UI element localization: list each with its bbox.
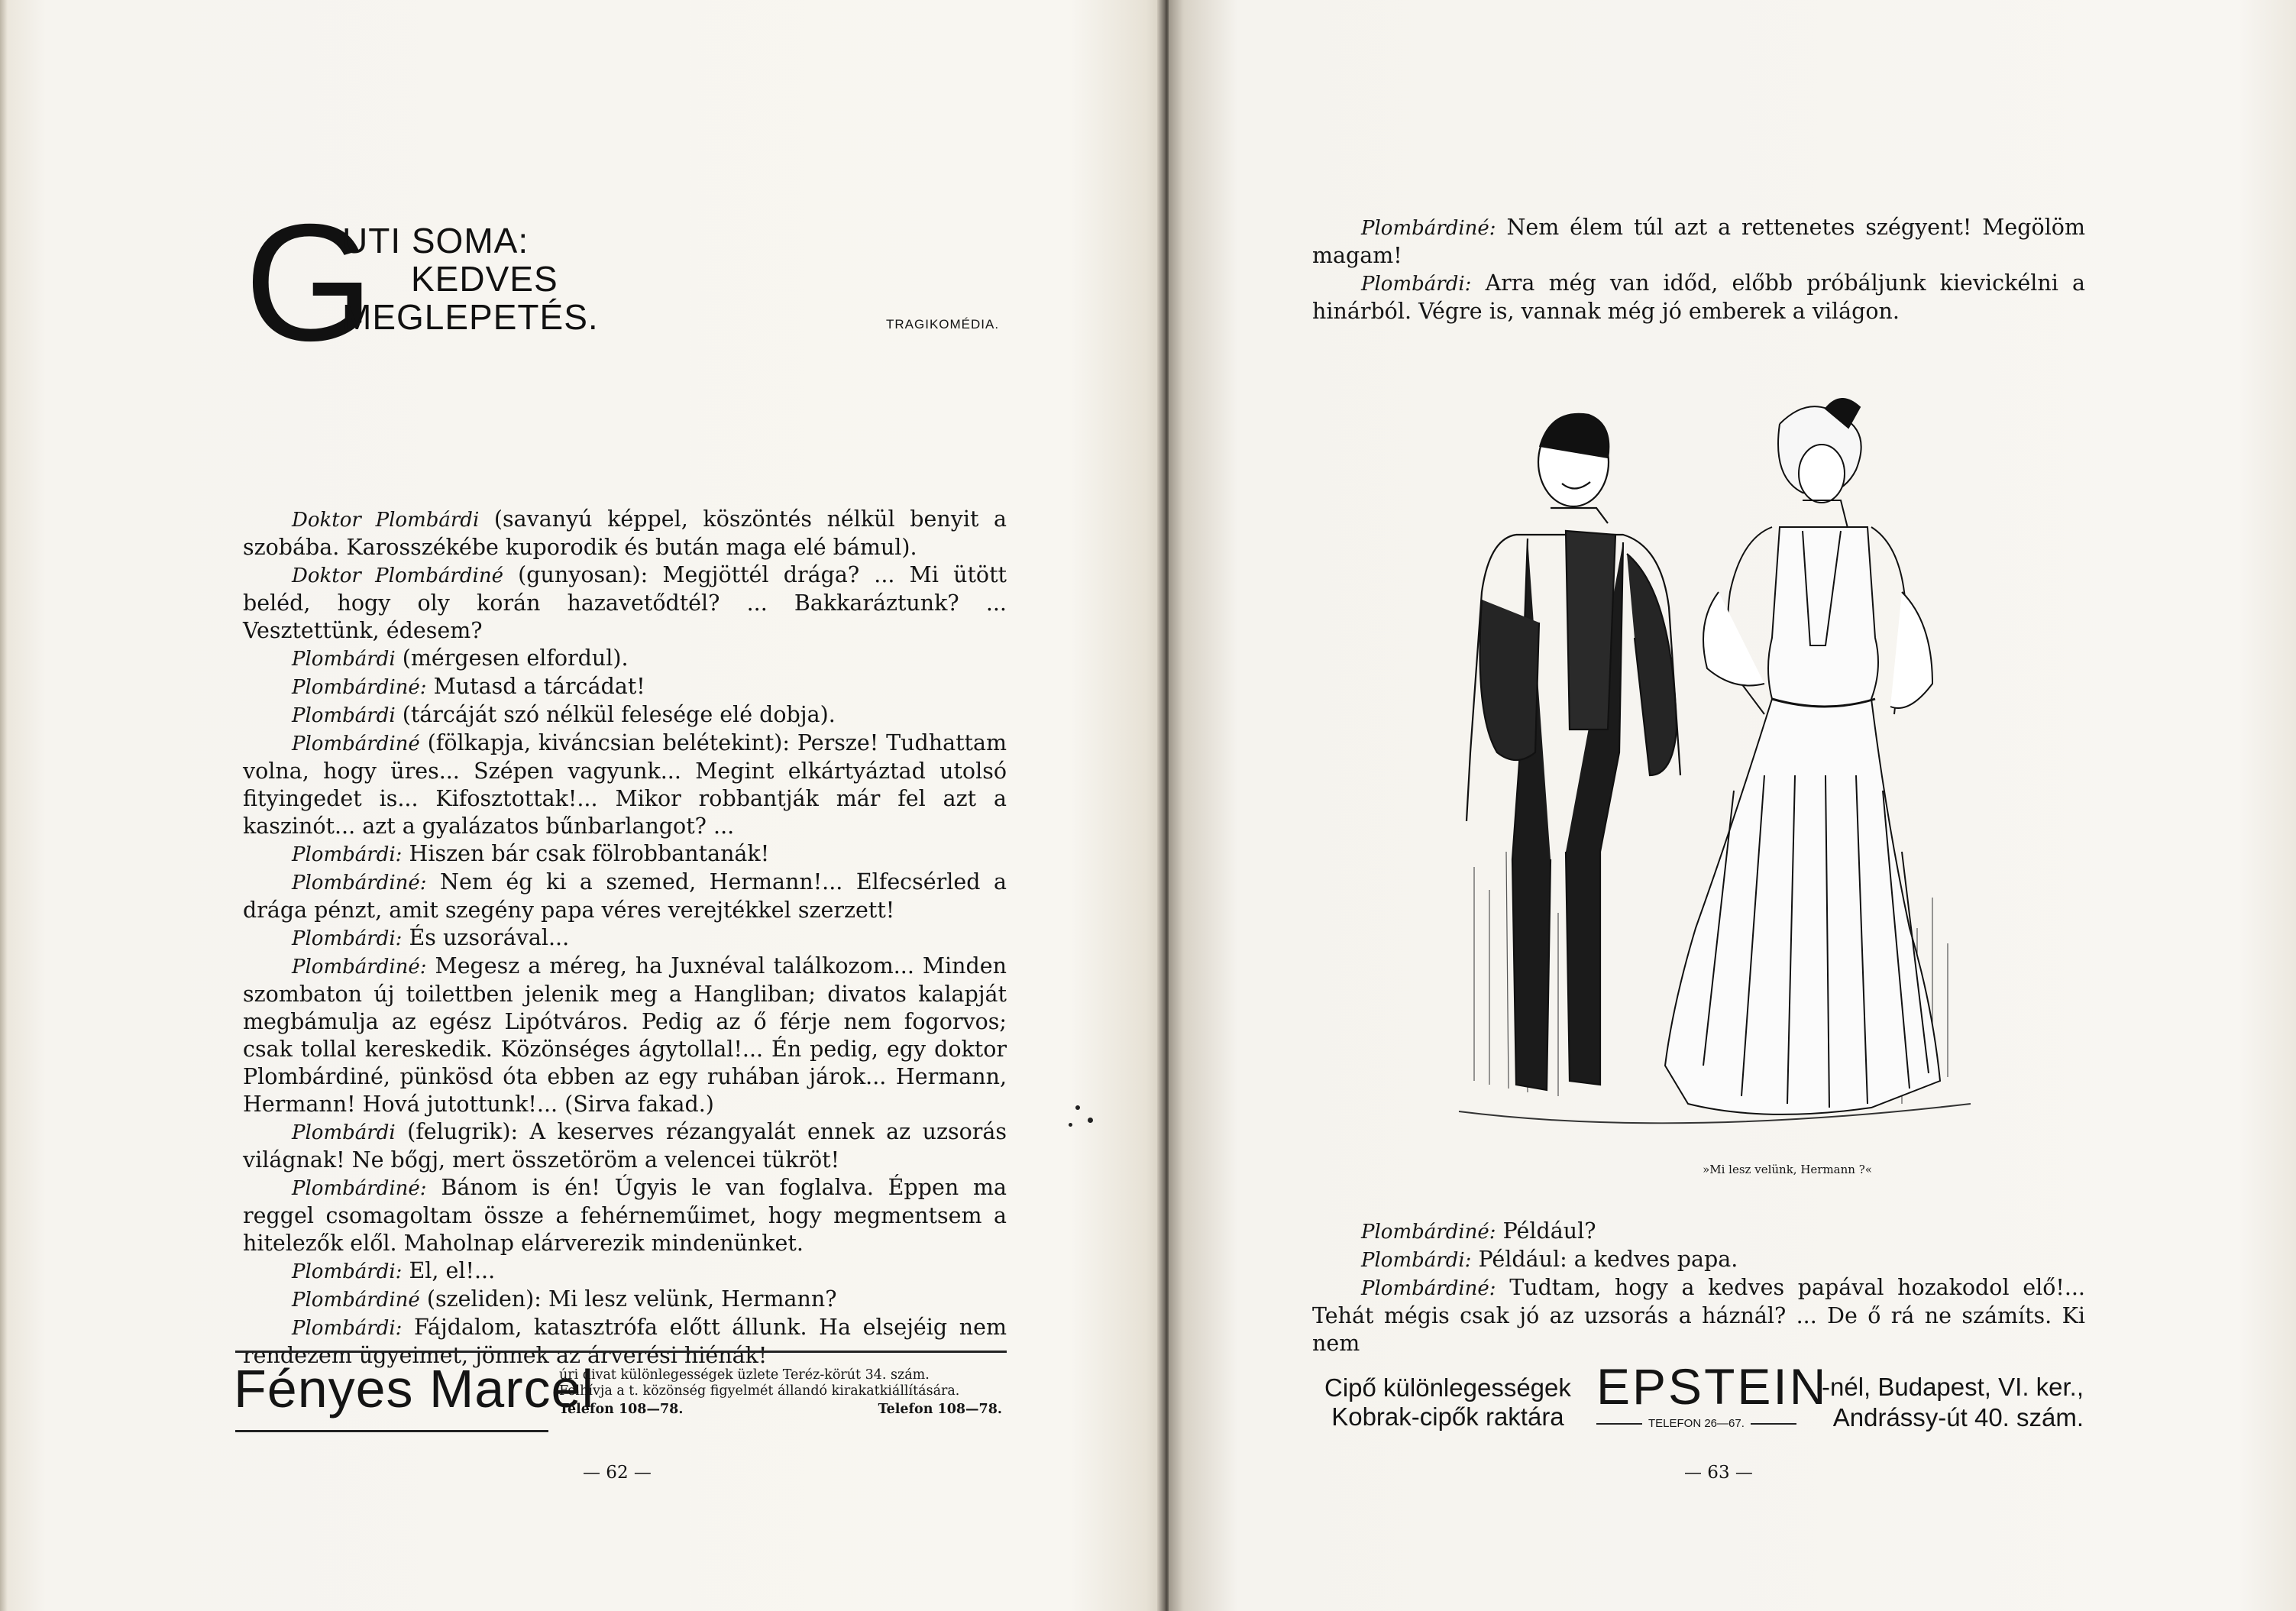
genre-label: TRAGIKOMÉDIA. bbox=[886, 317, 1000, 332]
dialogue-text: Például? bbox=[1496, 1218, 1596, 1244]
dialogue-text: (mérgesen elfordul). bbox=[395, 645, 629, 671]
dialogue-paragraph bbox=[243, 645, 1007, 673]
speaker-name: Plombárdi: bbox=[292, 1317, 403, 1340]
dialogue-text: Például: a kedves papa. bbox=[1471, 1247, 1738, 1272]
dialogue-paragraph bbox=[243, 1257, 1007, 1286]
dialogue-paragraph bbox=[243, 506, 1007, 561]
dialogue-paragraph bbox=[243, 953, 1007, 1118]
dialogue-text: Arra még van időd, előbb próbáljunk kievickélni a hinárból. Végre is, vannak még jó emberek a világon. bbox=[1312, 270, 2085, 324]
speaker-name: Plombárdiné: bbox=[292, 676, 427, 699]
speaker-name: Plombárdiné: bbox=[292, 956, 427, 979]
dialogue-text: (gunyosan): Megjöttél drága? ... Mi ütött beléd, hogy oly korán hazavetődtél? ... Bakkaráztunk? ... Vesztettünk, édesem? bbox=[243, 562, 1007, 643]
ad-shoe-line2: Kobrak-cipők raktára bbox=[1331, 1402, 1564, 1431]
dialogue-text: Nem élem túl azt a rettenetes szégyent! Megölöm magam! bbox=[1312, 215, 2085, 268]
speaker-name: Plombárdi: bbox=[292, 843, 403, 866]
illustration-caption: »Mi lesz velünk, Hermann ?« bbox=[1703, 1163, 1872, 1176]
ad-shoe-specialty bbox=[1324, 1373, 1571, 1431]
ad-fenyes-tel-1: Telefon 108—78. bbox=[559, 1402, 684, 1417]
ad-fenyes-tel-2: Telefon 108—78. bbox=[878, 1402, 1002, 1417]
ad-fenyes-line1: úri divat különlegességek üzlete Teréz-körút 34. szám. bbox=[559, 1367, 930, 1383]
speaker-name: Doktor Plombárdiné bbox=[292, 564, 503, 587]
ink-speck bbox=[1069, 1123, 1072, 1127]
ad-epstein-telephone: TELEFON 26—67. bbox=[1648, 1417, 1745, 1430]
ad-fenyes-telephones bbox=[559, 1402, 1002, 1418]
speaker-name: Doktor Plombárdi bbox=[292, 509, 480, 532]
page-edge bbox=[0, 0, 8, 1611]
dialogue-text: És uzsorával... bbox=[402, 925, 570, 950]
dialogue-text: El, el!... bbox=[402, 1258, 496, 1283]
ink-speck bbox=[1075, 1105, 1080, 1110]
couple-illustration bbox=[1444, 393, 1986, 1142]
dialogue-text: (savanyú képpel, köszöntés nélkül benyit a szobába. Karosszékébe kuporodik és bután maga elé bámul). bbox=[243, 506, 1007, 560]
ad-shoe-line1: Cipő különlegességek bbox=[1324, 1373, 1571, 1402]
dialogue-text: (szeliden): Mi lesz velünk, Hermann? bbox=[419, 1286, 837, 1312]
ad-epstein-suffix: -nél, Budapest, VI. ker., bbox=[1822, 1373, 2084, 1401]
right-dialogue-bottom bbox=[1312, 1218, 2085, 1357]
dialogue-paragraph bbox=[1312, 1274, 2085, 1357]
dialogue-paragraph bbox=[243, 673, 1007, 701]
speaker-name: Plombárdi: bbox=[292, 1260, 403, 1283]
speaker-name: Plombárdiné: bbox=[1361, 217, 1496, 240]
dialogue-paragraph bbox=[243, 1174, 1007, 1257]
dialogue-paragraph bbox=[1312, 214, 2085, 270]
dialogue-text: Megesz a méreg, ha Juxnéval találkozom... Minden szombaton új toilettben jelenik meg a Hangliban; divatos kalapját megbámulja az egész Lipótváros. Pedig az ő férje nem fogorvos; csak tollal kereskedik. Közönséges ágytollal!... Én pedig, egy doktor Plombárdiné, pünkösd óta ebben az egy ruhában járok... Hermann, Hermann! Hová jutottunk!... (Sirva fakad.) bbox=[243, 953, 1007, 1117]
speaker-name: Plombárdi: bbox=[292, 927, 403, 950]
ad-epstein-address: Andrássy-út 40. szám. bbox=[1832, 1403, 2084, 1431]
dialogue-paragraph bbox=[1312, 1246, 2085, 1274]
dialogue-paragraph bbox=[243, 869, 1007, 924]
ad-fenyes-line2: Felhívja a t. közönség figyelmét állandó kirakatkiállítására. bbox=[559, 1383, 960, 1399]
title-line-1: UTI SOMA: bbox=[342, 221, 529, 260]
ad-epstein-address-block bbox=[1822, 1372, 2084, 1433]
speaker-name: Plombárdiné: bbox=[1361, 1221, 1496, 1244]
speaker-name: Plombárdiné bbox=[292, 733, 420, 755]
speaker-name: Plombárdiné: bbox=[292, 872, 427, 894]
dialogue-text: Mutasd a tárcádat! bbox=[426, 674, 645, 699]
ad-fenyes-name: Fényes Marcel bbox=[234, 1359, 595, 1419]
ad-epstein-telephone-row bbox=[1590, 1417, 1803, 1430]
title-initial: G bbox=[244, 190, 374, 376]
ad-underline bbox=[235, 1430, 548, 1432]
speaker-name: Plombárdiné: bbox=[1361, 1277, 1496, 1300]
ink-speck bbox=[1088, 1118, 1093, 1123]
dialogue-text: Fájdalom, katasztrófa előtt állunk. Ha elsejéig nem rendezem ügyeimet, jönnek az árverési hiénák! bbox=[243, 1315, 1007, 1368]
dialogue-paragraph bbox=[243, 1118, 1007, 1174]
dialogue-paragraph bbox=[1312, 1218, 2085, 1246]
title-line-2: KEDVES bbox=[411, 259, 558, 299]
speaker-name: Plombárdiné: bbox=[292, 1177, 427, 1200]
dialogue-text: Hiszen bár csak fölrobbantanák! bbox=[402, 841, 770, 866]
dialogue-paragraph bbox=[243, 840, 1007, 869]
dialogue-paragraph bbox=[243, 701, 1007, 729]
title-block bbox=[342, 222, 599, 336]
dialogue-text: (felugrik): A keserves rézangyalát ennek az uzsorás világnak! Ne bőgj, mert összetöröm a velencei tükröt! bbox=[243, 1119, 1007, 1173]
dialogue-paragraph bbox=[243, 1286, 1007, 1314]
ad-fenyes-details bbox=[559, 1367, 1002, 1418]
right-dialogue-top bbox=[1312, 214, 2085, 325]
dialogue-text: (fölkapja, kiváncsian belétekint): Persze! Tudhattam volna, hogy üres... Szépen vagyunk... Megint elkártyáztad utolsó fityingedet is... Kifosztottak!... Mikor robbantják már fel azt a kaszinót... azt a gyalázatos bűnbarlangot? ... bbox=[243, 730, 1007, 839]
speaker-name: Plombárdiné bbox=[292, 1289, 420, 1312]
speaker-name: Plombárdi bbox=[292, 1121, 396, 1144]
speaker-name: Plombárdi: bbox=[1361, 1249, 1472, 1272]
ad-tel-rule-left bbox=[1596, 1423, 1642, 1425]
dialogue-paragraph bbox=[243, 729, 1007, 840]
dialogue-text: Nem ég ki a szemed, Hermann!... Elfecsérled a drága pénzt, amit szegény papa véres verejtékkel szerzett! bbox=[243, 869, 1007, 923]
page-number-left: — 62 — bbox=[583, 1463, 652, 1483]
left-dialogue bbox=[243, 506, 1007, 1370]
speaker-name: Plombárdi bbox=[292, 704, 396, 727]
page-number-right: — 63 — bbox=[1684, 1463, 1753, 1483]
speaker-name: Plombárdi: bbox=[1361, 273, 1472, 296]
title-line-3: MEGLEPETÉS. bbox=[342, 297, 599, 337]
dialogue-text: Bánom is én! Úgyis le van foglalva. Éppen ma reggel csomagoltam össze a fehérneműimet, hogy megmentsem a hitelezők elől. Maholnap elárverezik mindenünket. bbox=[243, 1175, 1007, 1256]
dialogue-text: (tárcáját szó nélkül felesége elé dobja). bbox=[395, 702, 836, 727]
dialogue-text: Tudtam, hogy a kedves papával hozakodol elő!... Tehát mégis csak jó az uzsorás a háznál? ... De ő rá ne számíts. Ki nem bbox=[1312, 1275, 2085, 1356]
dialogue-paragraph bbox=[243, 561, 1007, 645]
dialogue-paragraph bbox=[1312, 270, 2085, 325]
speaker-name: Plombárdi bbox=[292, 648, 396, 671]
dialogue-paragraph bbox=[243, 924, 1007, 953]
ad-top-rule bbox=[235, 1351, 1007, 1353]
ad-epstein-name: EPSTEIN bbox=[1596, 1358, 1829, 1415]
ad-tel-rule-right bbox=[1751, 1423, 1796, 1425]
